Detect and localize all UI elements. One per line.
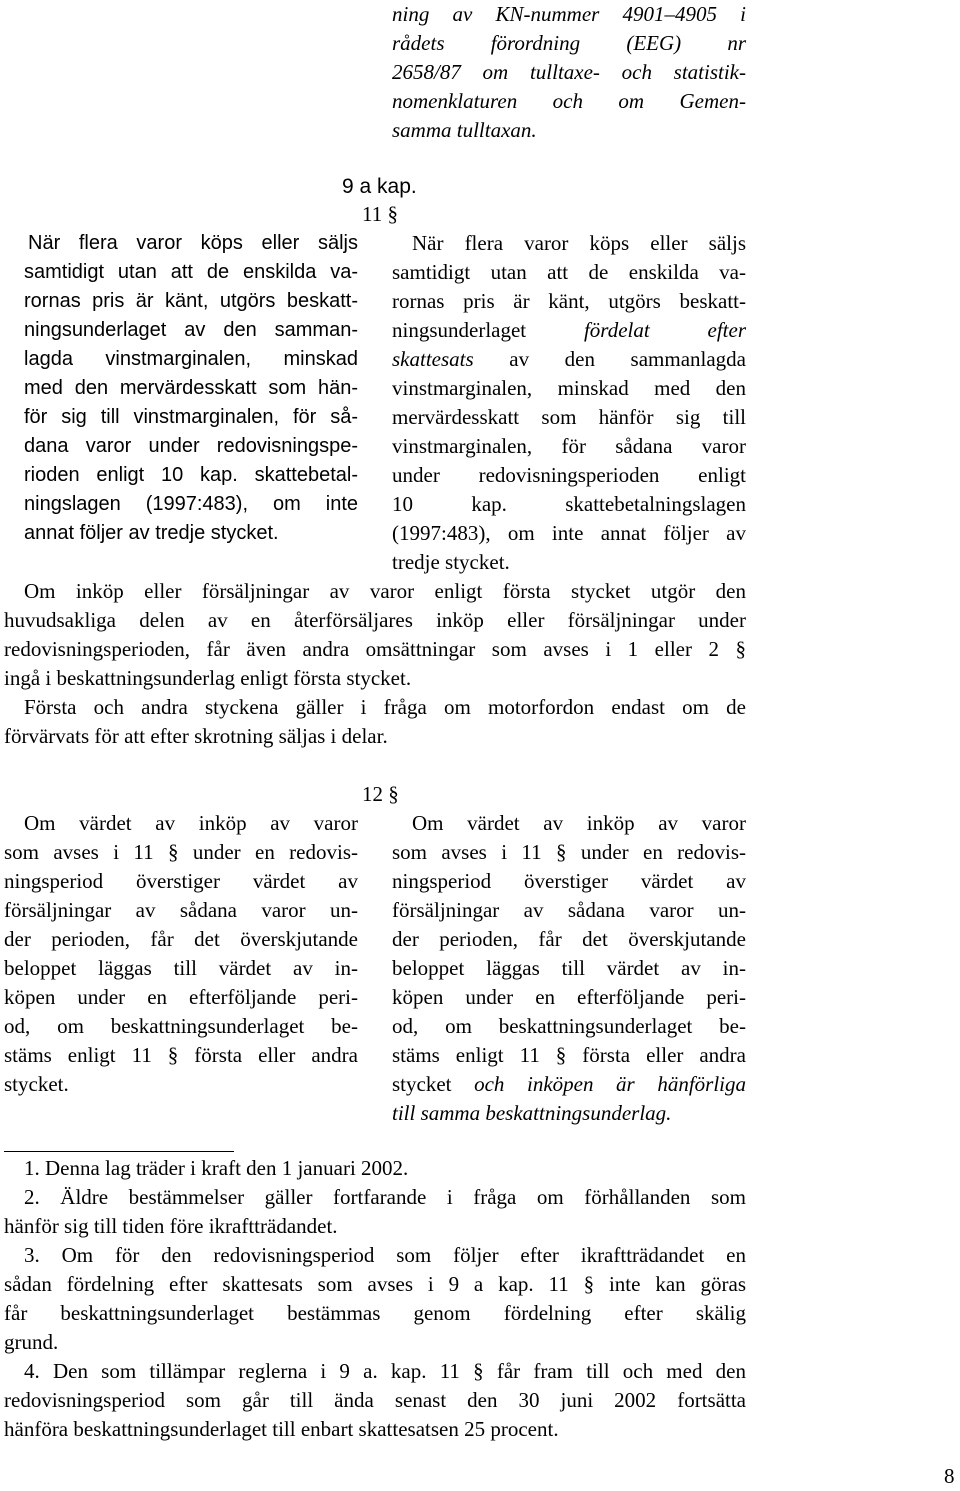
top-note-line: rådets förordning (EEG) nr [392, 31, 746, 55]
text-line: som avses i 11 § under en redovis- [392, 840, 746, 864]
text-line: rornas pris är känt, utgörs beskatt- [392, 289, 746, 313]
text-line: ningsperiod överstiger värdet av [4, 869, 358, 893]
text-line: beloppet läggas till värdet av in- [392, 956, 746, 980]
text-line: beloppet läggas till värdet av in- [4, 956, 358, 980]
text-line: annat följer av tredje stycket. [24, 522, 279, 544]
provision-line: 4. Den som tillämpar reglerna i 9 a. kap. 11 § får fram till och med den [24, 1359, 746, 1383]
provision-line: 3. Om för den redovisningsperiod som följer efter ikraftträdandet en [24, 1243, 746, 1267]
text-line: rioden enligt 10 kap. skattebetal- [24, 464, 358, 486]
text-line: för sig till vinstmarginalen, för så- [24, 406, 358, 428]
provision-line: 1. Denna lag träder i kraft den 1 januari 2002. [24, 1156, 409, 1180]
footnote-rule [4, 1151, 234, 1152]
text-line [392, 316, 746, 345]
amended-text: fördelat efter [583, 318, 746, 342]
text-line: (1997:483), om inte annat följer av [392, 521, 746, 545]
section-12-number: 12 § [362, 782, 399, 806]
text-line: redovisningsperioden, får även andra omsättningar som avses i 1 eller 2 § [4, 637, 746, 661]
top-note-line: nomenklaturen och om Gemen- [392, 89, 746, 113]
page-number: 8 [944, 1464, 955, 1488]
text-line: under redovisningsperioden enligt [392, 463, 746, 487]
text-line: ningsperiod överstiger värdet av [392, 869, 746, 893]
text-line: som avses i 11 § under en redovis- [4, 840, 358, 864]
text-line: köpen under en efterföljande peri- [4, 985, 358, 1009]
text-line: od, om beskattningsunderlaget be- [392, 1014, 746, 1038]
text-line: Om inköp eller försäljningar av varor enligt första stycket utgör den [24, 579, 746, 603]
text-line: köpen under en efterföljande peri- [392, 985, 746, 1009]
provision-line: sådan fördelning efter skattesats som avses i 9 a kap. 11 § inte kan göras [4, 1272, 746, 1296]
section-11-old-text [24, 229, 358, 548]
text-line: vinstmarginalen, minskad med den [392, 376, 746, 400]
amended-text: och inköpen är hänförliga [474, 1072, 746, 1096]
text-line: der perioden, får det överskjutande [392, 927, 746, 951]
text-line: dana varor under redovisningspe- [24, 435, 358, 457]
top-note-line: samma tulltaxan. [392, 118, 537, 142]
text-line: Första och andra styckena gäller i fråga om motorfordon endast om de [24, 695, 746, 719]
text-line: stäms enligt 11 § första eller andra [4, 1043, 358, 1067]
top-note [392, 0, 746, 145]
text-line: samtidigt utan att de enskilda va- [24, 261, 358, 283]
text-line: till samma beskattningsunderlag. [392, 1101, 672, 1125]
text-line: Om värdet av inköp av varor [24, 811, 358, 835]
provision-line: får beskattningsunderlaget bestämmas genom fördelning efter skälig [4, 1301, 746, 1325]
chapter-heading: 9 a kap. [342, 175, 417, 198]
text-line: huvudsakliga delen av en återförsäljares inköp eller försäljningar under [4, 608, 746, 632]
top-note-line: ning av KN-nummer 4901–4905 i [392, 2, 746, 26]
text-line: ningslagen (1997:483), om inte [24, 493, 358, 515]
text-line: När flera varor köps eller säljs [412, 231, 746, 255]
text-line [392, 345, 746, 374]
text-line: med den mervärdesskatt som hän- [24, 377, 358, 399]
provision-line: hänför sig till tiden före ikraftträdandet. [4, 1214, 338, 1238]
section-11-common-text [4, 577, 746, 751]
transitional-provisions [4, 1154, 746, 1444]
text-line: 10 kap. skattebetalningslagen [392, 492, 746, 516]
text-segment: stycket [392, 1072, 475, 1096]
text-line: tredje stycket. [392, 550, 510, 574]
text-line: När flera varor köps eller säljs [28, 232, 358, 254]
text-line: försäljningar av sådana varor un- [4, 898, 358, 922]
text-line: försäljningar av sådana varor un- [392, 898, 746, 922]
section-12-old-text [4, 809, 358, 1099]
text-line: od, om beskattningsunderlaget be- [4, 1014, 358, 1038]
text-line [392, 1070, 746, 1099]
provision-line: redovisningsperiod som går till ända senast den 30 juni 2002 fortsätta [4, 1388, 746, 1412]
text-line: stycket. [4, 1072, 69, 1096]
text-line: ingå i beskattningsunderlag enligt första stycket. [4, 666, 412, 690]
text-line: ningsunderlaget av den samman- [24, 319, 358, 341]
text-line: rornas pris är känt, utgörs beskatt- [24, 290, 358, 312]
text-line: förvärvats för att efter skrotning säljas i delar. [4, 724, 388, 748]
text-line: Om värdet av inköp av varor [412, 811, 746, 835]
section-12-new-text [392, 809, 746, 1128]
text-line: der perioden, får det överskjutande [4, 927, 358, 951]
text-line: lagda vinstmarginalen, minskad [24, 348, 358, 370]
text-segment: av den sammanlagda [473, 347, 746, 371]
top-note-line: 2658/87 om tulltaxe- och statistik- [392, 60, 746, 84]
amended-text: skattesats [392, 347, 474, 371]
provision-line: grund. [4, 1330, 59, 1354]
section-11-number: 11 § [362, 202, 398, 226]
text-line: vinstmarginalen, för sådana varor [392, 434, 746, 458]
provision-line: 2. Äldre bestämmelser gäller fortfarande i fråga om förhållanden som [24, 1185, 746, 1209]
text-line: samtidigt utan att de enskilda va- [392, 260, 746, 284]
text-line: mervärdesskatt som hänför sig till [392, 405, 746, 429]
provision-line: hänföra beskattningsunderlaget till enbart skattesatsen 25 procent. [4, 1417, 559, 1441]
text-line: stäms enligt 11 § första eller andra [392, 1043, 746, 1067]
text-segment: ningsunderlaget [392, 318, 584, 342]
section-11-new-text [392, 229, 746, 577]
